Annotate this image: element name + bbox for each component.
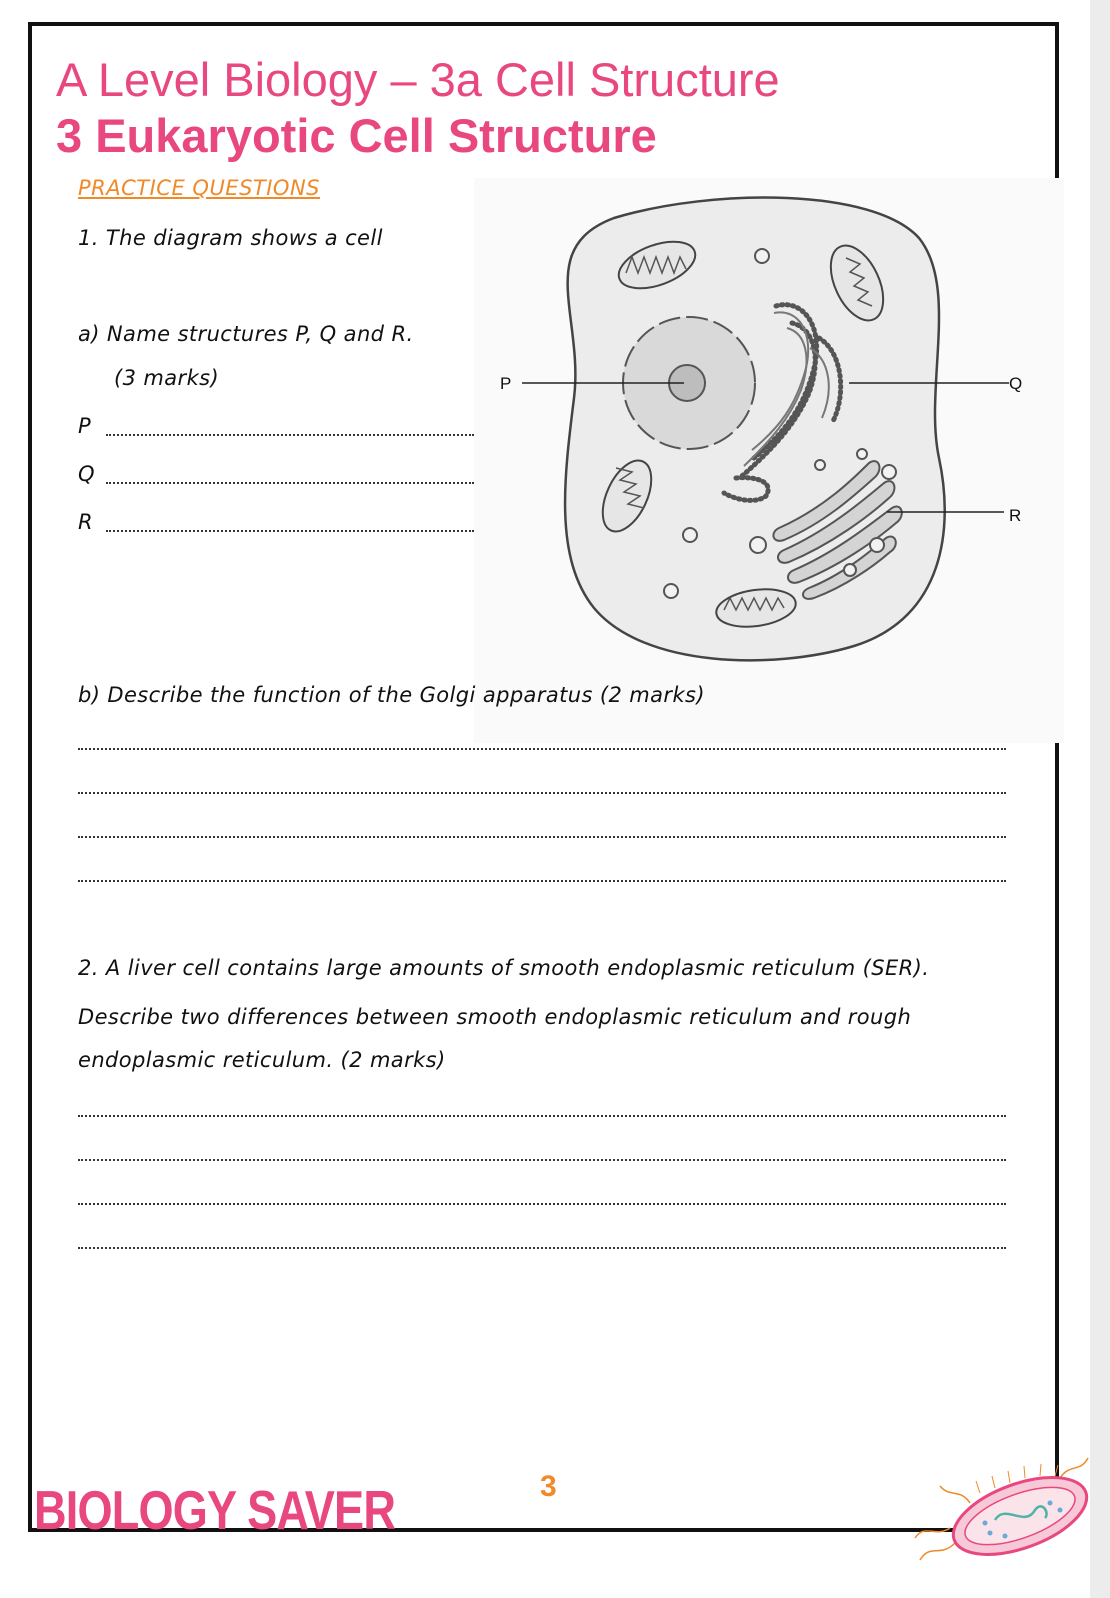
page-number: 3 (540, 1470, 557, 1503)
label-r: R (1009, 506, 1022, 525)
answer-line[interactable] (78, 748, 1006, 750)
page-title: A Level Biology – 3a Cell Structure (56, 53, 780, 106)
question-2-line-1: 2. A liver cell contains large amounts of smooth endoplasmic reticulum (SER). (78, 956, 930, 980)
answer-dots (106, 482, 474, 484)
page-subtitle: 3 Eukaryotic Cell Structure (56, 109, 657, 162)
answer-line[interactable] (78, 880, 1006, 882)
question-1a-prompt: a) Name structures P, Q and R. (78, 322, 414, 346)
answer-line[interactable] (78, 836, 1006, 838)
answer-line-r[interactable] (78, 510, 474, 536)
answer-line[interactable] (78, 1115, 1006, 1117)
animal-cell-diagram (474, 178, 1064, 743)
label-q: Q (1009, 374, 1023, 393)
answer-dots (106, 530, 474, 532)
brand-logo (34, 1478, 474, 1541)
answer-line-p[interactable] (78, 414, 474, 440)
answer-label-p: P (78, 414, 91, 438)
brand-logo-text: BIOLOGY SAVER (34, 1479, 396, 1541)
question-1a-marks: (3 marks) (114, 366, 220, 390)
label-p: P (500, 374, 512, 393)
answer-dots (106, 434, 474, 436)
question-1-stem: 1. The diagram shows a cell (78, 226, 383, 250)
answer-line[interactable] (78, 1247, 1006, 1249)
answer-label-r: R (78, 510, 93, 534)
question-2-line-3: endoplasmic reticulum. (2 marks) (78, 1048, 446, 1072)
answer-label-q: Q (78, 462, 95, 486)
answer-line-q[interactable] (78, 462, 474, 488)
answer-line[interactable] (78, 792, 1006, 794)
question-1b-prompt: b) Describe the function of the Golgi apparatus (2 marks) (78, 683, 705, 707)
question-2-line-2: Describe two differences between smooth endoplasmic reticulum and rough (78, 1005, 912, 1029)
answer-line[interactable] (78, 1159, 1006, 1161)
section-label: PRACTICE QUESTIONS (78, 176, 320, 200)
bacterium-illustration (910, 1448, 1090, 1568)
answer-line[interactable] (78, 1203, 1006, 1205)
